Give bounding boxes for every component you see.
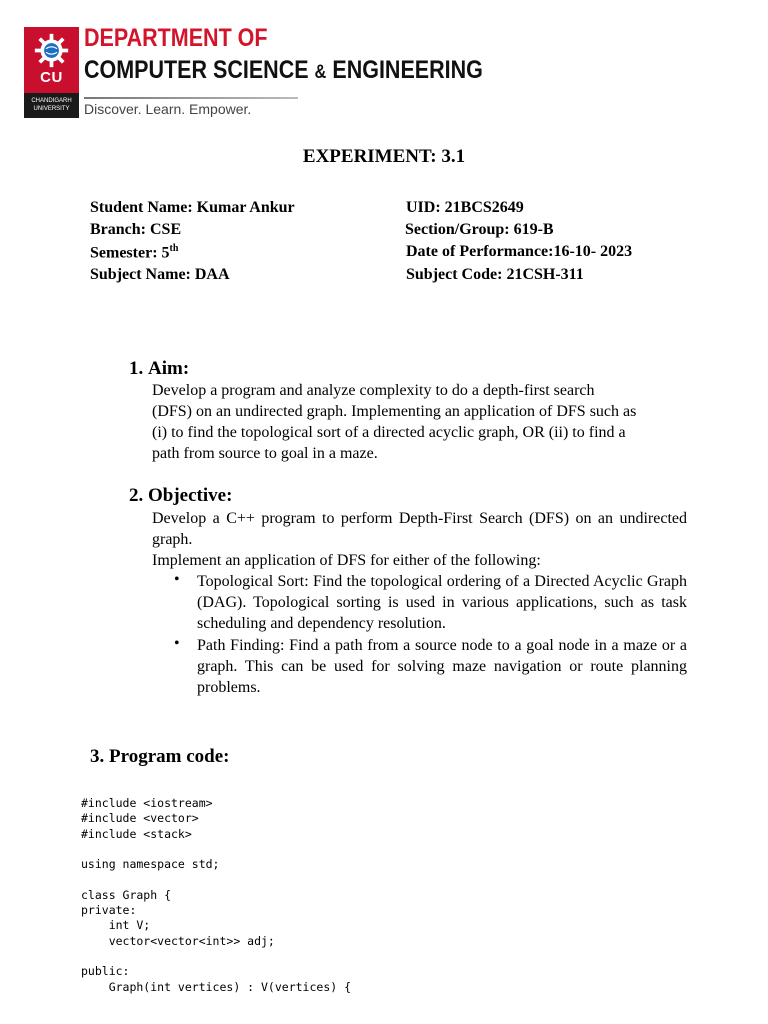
gear-globe-icon	[33, 32, 70, 69]
department-line-2: COMPUTER SCIENCE & ENGINEERING	[84, 56, 483, 84]
code-block: #include <iostream> #include <vector> #include <stack> using namespace std; class Graph { private: int V; vector<vector<int>> adj; public: Graph(int vertices) : V(vertices) {	[81, 796, 352, 994]
experiment-title: EXPERIMENT: 3.1	[302, 146, 466, 167]
aim-text: Develop a program and analyze complexity to do a depth-first search (DFS) on an undirected graph. Implementing an application of DFS such as (i) to find the topological sort of a directed acyclic graph, OR (ii) to find a path from source to goal in a maze.	[152, 382, 637, 462]
student-name: Student Name: Kumar Ankur	[90, 199, 295, 216]
subject-name: Subject Name: DAA	[90, 266, 230, 283]
semester: Semester: 5th	[90, 243, 179, 262]
program-code-heading: 3. Program code:	[90, 746, 230, 767]
logo-subtext: CHANDIGARH UNIVERSITY	[24, 93, 79, 118]
university-logo	[24, 27, 79, 118]
branch: Branch: CSE	[90, 221, 182, 238]
bullet-path-finding: Path Finding: Find a path from a source node to a goal node in a maze or a graph. This can be used for solving maze navigation or route planning problems.	[197, 637, 687, 696]
bullet-dot: •	[174, 635, 180, 652]
header-divider	[84, 97, 298, 99]
department-line-1: DEPARTMENT OF	[84, 24, 268, 52]
aim-heading: 1. Aim:	[129, 358, 190, 379]
date-of-performance: Date of Performance:16-10- 2023	[406, 243, 633, 260]
bullet-dot: •	[174, 571, 180, 588]
tagline: Discover. Learn. Empower.	[84, 101, 252, 117]
uid: UID: 21BCS2649	[406, 199, 524, 216]
section-group: Section/Group: 619-B	[405, 221, 554, 238]
logo-text: CU	[40, 69, 63, 86]
objective-intro-2: Implement an application of DFS for either of the following:	[152, 552, 541, 569]
subject-code: Subject Code: 21CSH-311	[406, 266, 584, 283]
objective-intro: Develop a C++ program to perform Depth-First Search (DFS) on an undirected graph.	[152, 510, 687, 548]
bullet-topological-sort: Topological Sort: Find the topological ordering of a Directed Acyclic Graph (DAG). Topological sorting is used in various applications, such as task scheduling and dependency resolution.	[197, 573, 687, 632]
objective-heading: 2. Objective:	[129, 485, 233, 506]
